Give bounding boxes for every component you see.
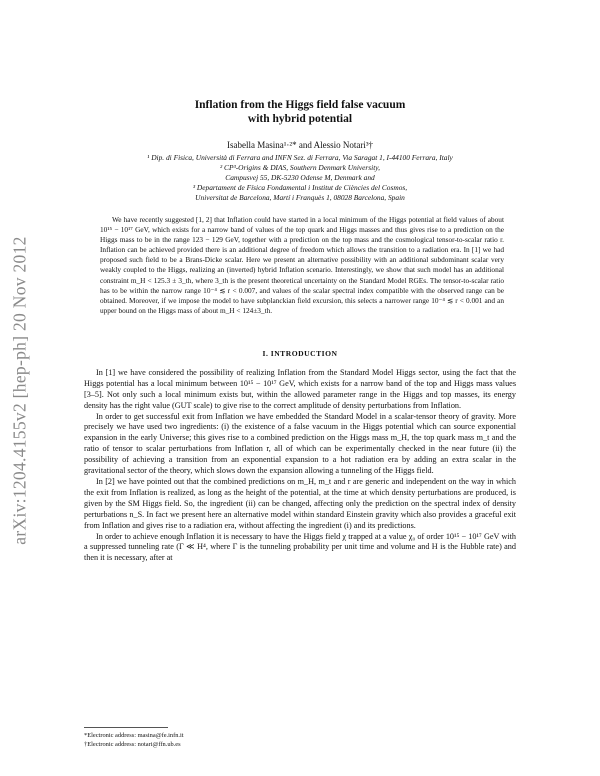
arxiv-stamp: [8, 210, 32, 570]
paper-title: [84, 98, 516, 126]
title-line-2: with hybrid potential: [247, 113, 353, 125]
body-paragraph: In [2] we have pointed out that the combined predictions on m_H, m_t and r are generic and independent on the way in which the exit from Inflation is realized, as long as the height of the potential, at the time at which density perturbations are produced, is given by the SM Higgs field. So, the ingredient (ii) can be changed, affecting only the prediction on the spectral index of density perturbations n_S. In fact we present here an alternative model within standard Einstein gravity which also provides a graceful exit from Inflation and gives rise to a radiation era, without affecting the ingredient (i) and its predictions.: [84, 477, 516, 530]
affiliation-line: Universitat de Barcelona, Martí i Franquès 1, 08028 Barcelona, Spain: [195, 193, 405, 202]
abstract: We have recently suggested [1, 2] that Inflation could have started in a local minimum of the Higgs potential at field values of about 10¹⁵ − 10¹⁷ GeV, which exists for a narrow band of values of the top quark and Higgs masses and thus gives rise to a prediction on the Higgs mass to be in the range 123 − 129 GeV, together with a prediction on the top mass and the cosmological tensor-to-scalar ratio r. Inflation can be achieved provided there is an additional degree of freedom which allows the transition to a radiation era. In [1] we had proposed such field to be a Brans-Dicke scalar. Here we present an alternative possibility with an additional subdominant scalar very weakly coupled to the Higgs, realizing an (inverted) hybrid Inflation scenario. Interestingly, we show that such model has an additional constraint m_H < 125.3 ± 3_th, where 3_th is the present theoretical uncertainty on the Standard Model RGEs. The tensor-to-scalar ratio has to be within the narrow range 10⁻⁴ ≲ r < 0.007, and values of the scalar spectral index compatible with the observed range can be obtained. Moreover, if we impose the model to have subplanckian field excursion, this selects a narrower range 10⁻⁴ ≲ r < 0.001 and an upper bound on the Higgs mass of about m_H < 124±3_th.: [100, 215, 504, 315]
affiliation-line: ³ Departament de Física Fondamental i Institut de Ciències del Cosmos,: [192, 183, 408, 192]
body-paragraph: In [1] we have considered the possibility of realizing Inflation from the Standard Model Higgs sector, using the fact that the Higgs potential has a local minimum between 10¹⁵ − 10¹⁷ GeV, which exists for a narrow band of the top and Higgs mass values [3–5]. Not only such a local minimum exists but, within the allowed parameter range in the Higgs and top masses, its energy density has the right value (GUT scale) to give rise to the correct amplitude of density perturbations from Inflation.: [84, 367, 516, 410]
affiliation-line: ² CP³-Origins & DIAS, Southern Denmark University,: [219, 163, 381, 172]
footnotes: [84, 731, 484, 749]
title-line-1: Inflation from the Higgs field false vacuum: [194, 99, 406, 111]
author-list: Isabella Masina¹·²* and Alessio Notari³†: [226, 140, 374, 150]
body-paragraph: In order to achieve enough Inflation it is necessary to have the Higgs field χ trapped at a value χ₀ of order 10¹⁵ − 10¹⁷ GeV with a suppressed tunneling rate (Γ ≪ H⁴, where Γ is the tunneling probability per unit time and volume and H is the Hubble rate) and then it is necessary, after at: [84, 531, 516, 563]
affiliation-line: Campusvej 55, DK-5230 Odense M, Denmark and: [225, 173, 375, 182]
paper-page: [84, 98, 516, 564]
section-heading: I. INTRODUCTION: [262, 348, 338, 358]
footnote-email-masina: *Electronic address: masina@fe.infn.it: [84, 732, 184, 739]
body-paragraph: In order to get successful exit from Inflation we have embedded the Standard Model in a scalar-tensor theory of gravity. More precisely we have used two ingredients: (i) the existence of a false vacuum in the Higgs potential which can source exponential expansion in the early Universe; this gives rise to a combined prediction on the Higgs mass m_H, the top quark mass m_t and the ratio of tensor to scalar perturbations from Inflation r, all of which can be experimentally checked in the near future (ii) the possibility of achieving a transition from an exponential expansion to a hot radiation era by adding an extra scalar in the gravitational sector of the theory, which slows down the expansion allowing a tunneling of the Higgs field.: [84, 411, 516, 476]
footnote-email-notari: †Electronic address: notari@ffn.ub.es: [84, 741, 181, 748]
affiliations: [84, 153, 516, 203]
arxiv-stamp-text: arXiv:1204.4155v2 [hep-ph] 20 Nov 2012: [9, 235, 30, 545]
footnote-divider: [84, 727, 168, 728]
affiliation-line: ¹ Dip. di Fisica, Università di Ferrara and INFN Sez. di Ferrara, Via Saragat 1, I-44100 Ferrara, Italy: [147, 153, 453, 162]
